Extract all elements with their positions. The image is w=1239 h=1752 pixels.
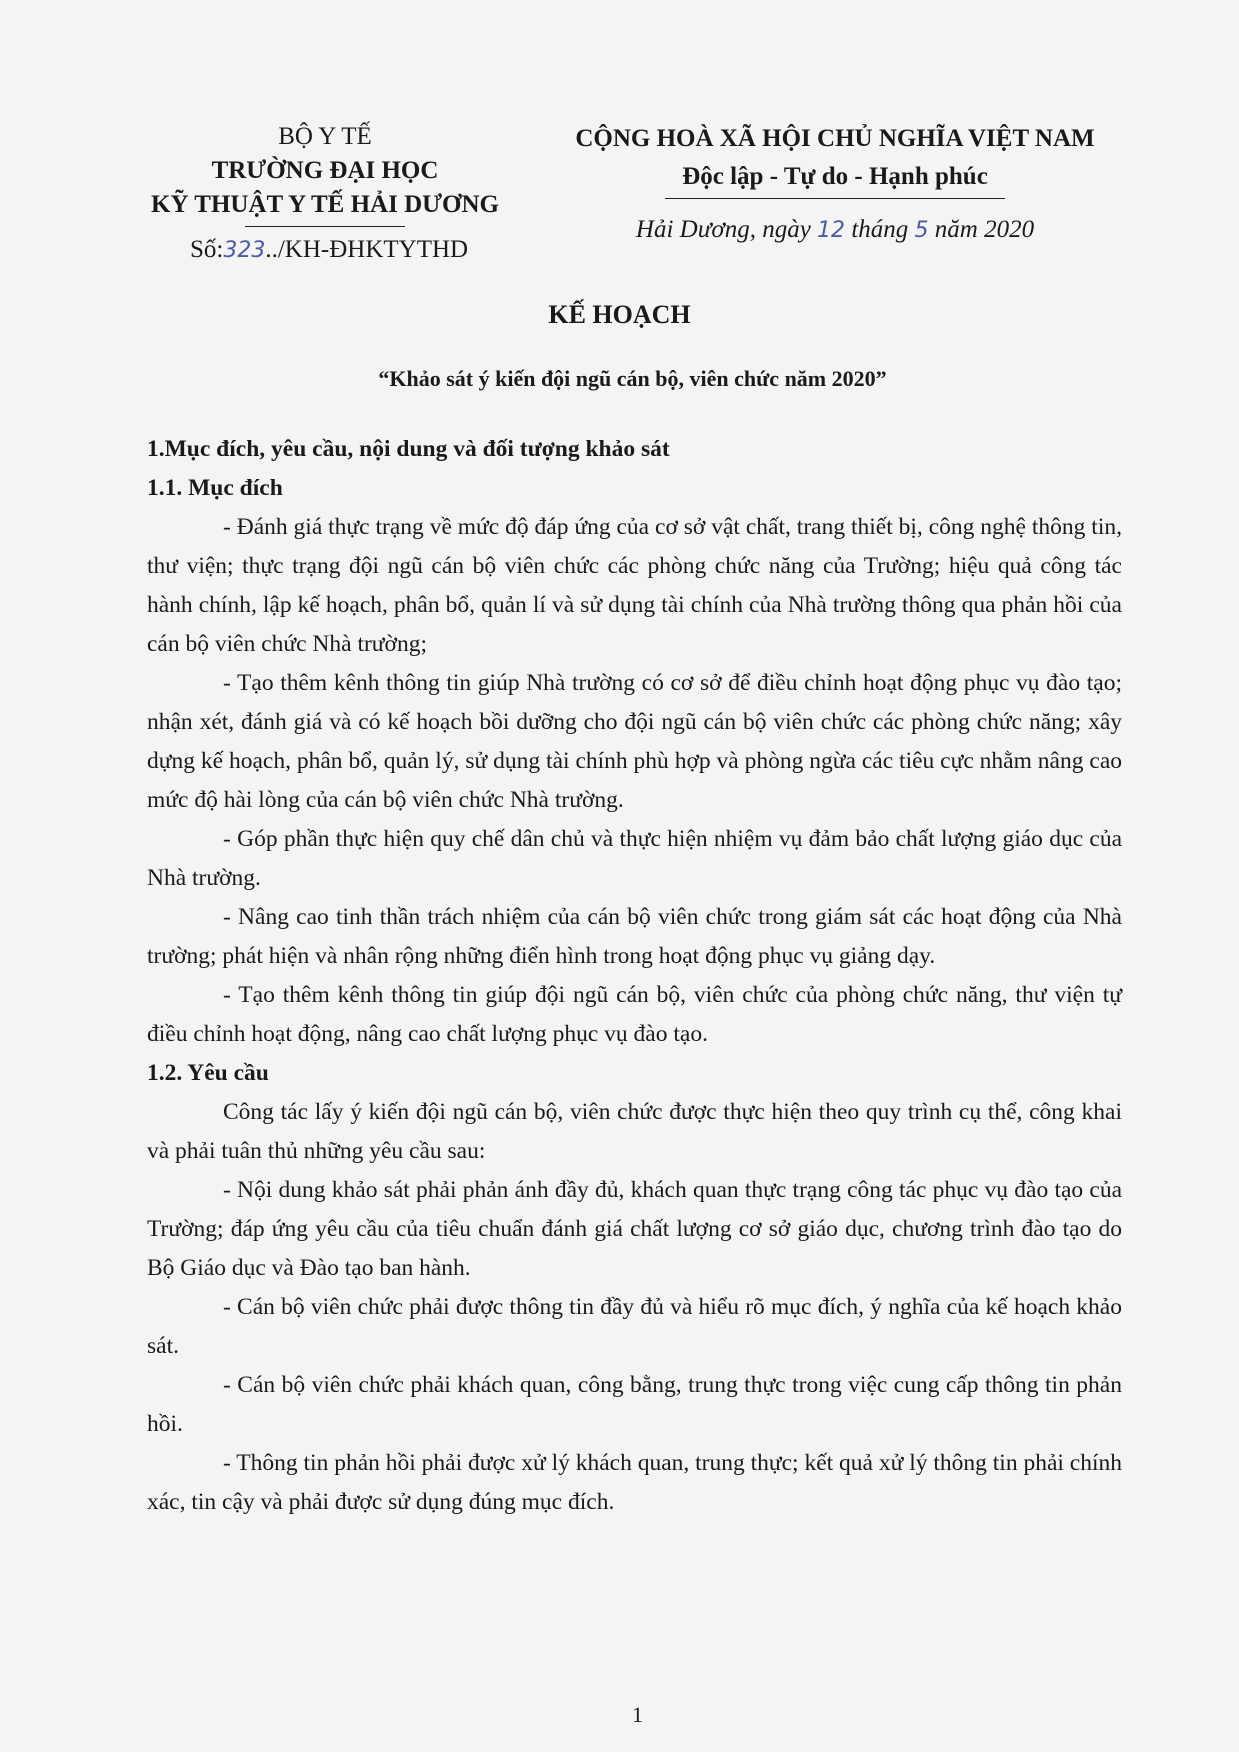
purpose-item: - Nâng cao tinh thần trách nhiệm của cán bộ viên chức trong giám sát các hoạt động của Nhà trường; phát hiện và nhân rộng những điển hình trong hoạt động phục vụ giảng dạy. — [147, 904, 1122, 969]
requirement-item: - Cán bộ viên chức phải được thông tin đầy đủ và hiểu rõ mục đích, ý nghĩa của kế hoạch khảo sát. — [147, 1294, 1122, 1359]
purpose-item: - Tạo thêm kênh thông tin giúp đội ngũ cán bộ, viên chức của phòng chức năng, thư viện tự điều chỉnh hoạt động, nâng cao chất lượng phục vụ đào tạo. — [147, 982, 1122, 1047]
page-number: 1 — [632, 1702, 643, 1727]
handwritten-day: 12 — [817, 218, 846, 243]
document-number-suffix: ../KH-ĐHKTYTHD — [265, 236, 469, 263]
requirement-item: - Cán bộ viên chức phải khách quan, công bằng, trung thực trong việc cung cấp thông tin phản hồi. — [147, 1372, 1122, 1437]
school-name-line2: KỸ THUẬT Y TẾ HẢI DƯƠNG — [151, 191, 499, 218]
requirement-item: - Nội dung khảo sát phải phản ánh đầy đủ, khách quan thực trạng công tác phục vụ đào tạo của Trường; đáp ứng yêu cầu của tiêu chuẩn đánh giá chất lượng cơ sở giáo dục, chương trình đào tạo do Bộ Giáo dục và Đào tạo ban hành. — [147, 1177, 1122, 1281]
school-name-line1: TRƯỜNG ĐẠI HỌC — [211, 157, 439, 184]
issuer-underline — [245, 226, 405, 227]
date-place: Hải Dương, ngày — [635, 216, 811, 243]
issuer-block — [120, 120, 530, 268]
handwritten-number: 323 — [223, 238, 266, 263]
section-heading-1-2: 1.2. Yêu cầu — [147, 1060, 269, 1086]
requirement-item: - Thông tin phản hồi phải được xử lý khách quan, trung thực; kết quả xử lý thông tin phải chính xác, tin cậy và phải được sử dụng đúng mục đích. — [147, 1450, 1123, 1515]
date-line — [560, 211, 1110, 250]
ministry-name: BỘ Y TẾ — [278, 123, 372, 150]
document-number-prefix: Số: — [190, 236, 224, 263]
section-heading-1-1: 1.1. Mục đích — [147, 475, 283, 501]
document-body — [147, 430, 1122, 1522]
purpose-item: - Góp phần thực hiện quy chế dân chủ và thực hiện nhiệm vụ đảm bảo chất lượng giáo dục của Nhà trường. — [147, 826, 1122, 891]
purpose-item: - Đánh giá thực trạng về mức độ đáp ứng của cơ sở vật chất, trang thiết bị, công nghệ thông tin, thư viện; thực trạng đội ngũ cán bộ viên chức các phòng chức năng của Trường; hiệu quả công tác hành chính, lập kế hoạch, phân bổ, quản lí và sử dụng tài chính của Nhà trường thông qua phản hồi của cán bộ viên chức Nhà trường; — [147, 514, 1122, 657]
purpose-item: - Tạo thêm kênh thông tin giúp Nhà trường có cơ sở để điều chỉnh hoạt động phục vụ đào tạo; nhận xét, đánh giá và có kế hoạch bồi dưỡng cho đội ngũ cán bộ viên chức các phòng chức năng; xây dựng kế hoạch, phân bổ, quản lý, sử dụng tài chính phù hợp và phòng ngừa các tiêu cực nhằm nâng cao mức độ hài lòng của cán bộ viên chức Nhà trường. — [147, 670, 1122, 813]
requirements-intro: Công tác lấy ý kiến đội ngũ cán bộ, viên chức được thực hiện theo quy trình cụ thể, công khai và phải tuân thủ những yêu cầu sau: — [147, 1099, 1122, 1164]
document-number — [120, 233, 530, 268]
handwritten-month: 5 — [914, 218, 929, 243]
date-month-label: tháng — [851, 216, 909, 243]
motto-underline — [665, 198, 1005, 199]
national-header — [560, 120, 1110, 250]
section-heading-1: 1.Mục đích, yêu cầu, nội dung và đối tượng khảo sát — [147, 436, 670, 462]
national-motto: Độc lập - Tự do - Hạnh phúc — [682, 163, 988, 190]
document-subtitle: “Khảo sát ý kiến đội ngũ cán bộ, viên chức năm 2020” — [378, 366, 887, 391]
country-name: CỘNG HOÀ XÃ HỘI CHỦ NGHĨA VIỆT NAM — [575, 125, 1095, 152]
date-year: năm 2020 — [934, 216, 1035, 243]
document-title: KẾ HOẠCH — [548, 300, 691, 329]
